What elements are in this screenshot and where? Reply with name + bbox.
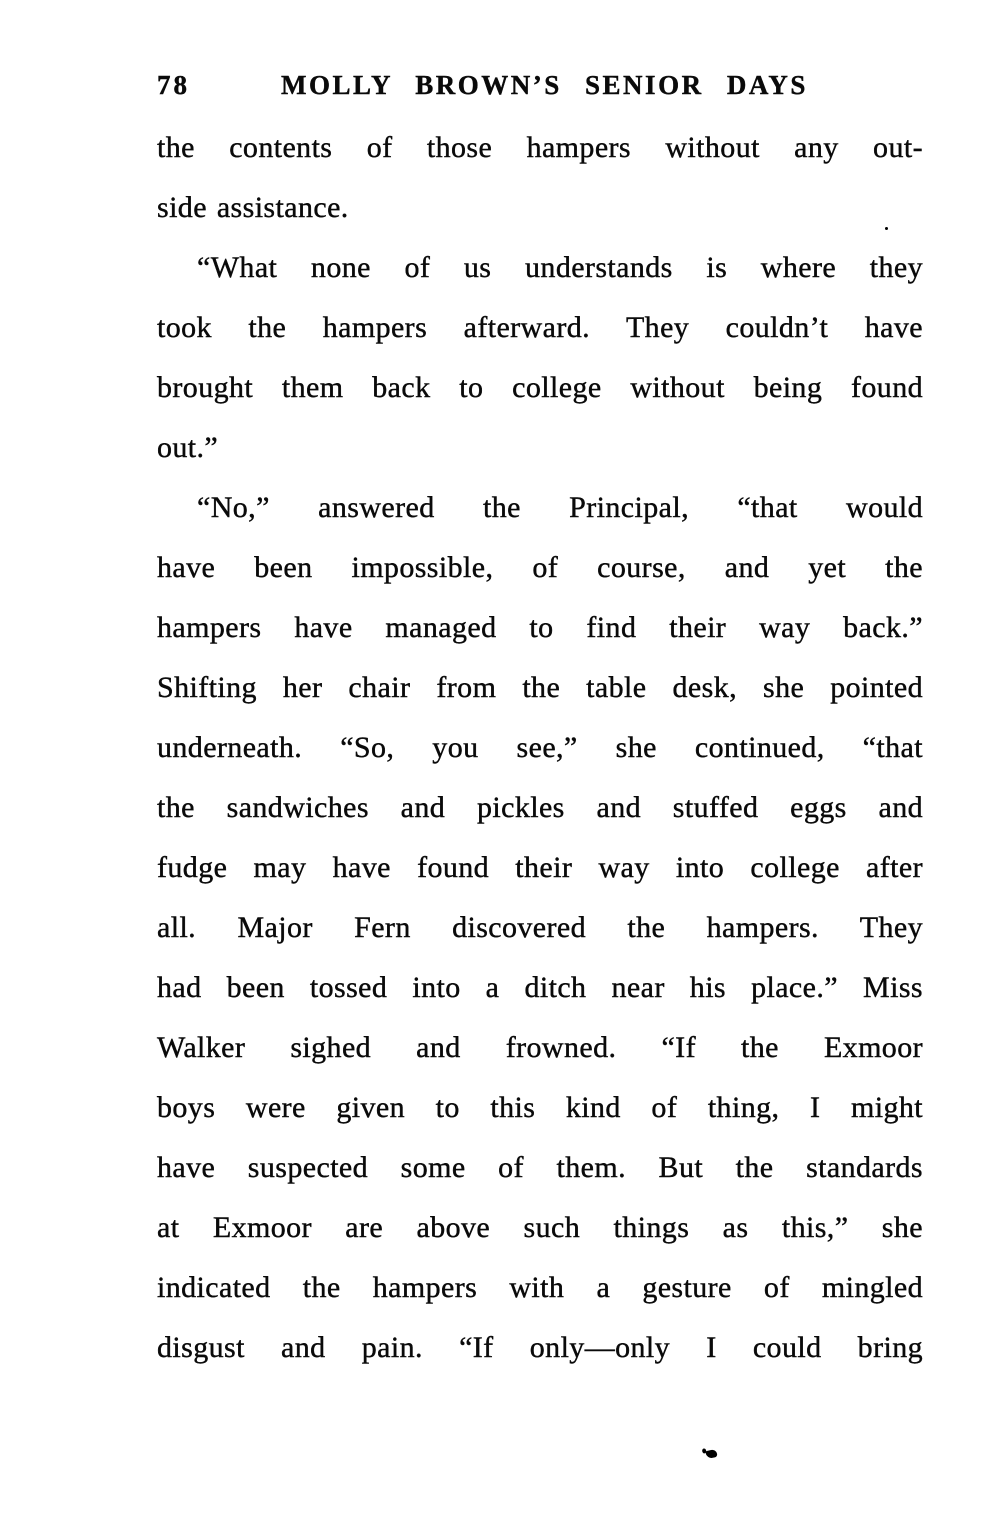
text-line: fudge may have found their way into college after [157, 851, 923, 884]
text-line: Shifting her chair from the table desk, she pointed [157, 671, 923, 704]
text-line: boys were given to this kind of thing, I might [157, 1091, 923, 1124]
text-line: disgust and pain. “If only—only I could bring [157, 1331, 923, 1364]
ink-dot [885, 227, 888, 230]
text-line: took the hampers afterward. They couldn’t have [157, 311, 923, 344]
text-line: have suspected some of them. But the standards [157, 1151, 923, 1184]
text-line: at Exmoor are above such things as this,” she [157, 1211, 923, 1244]
text-line: brought them back to college without being found [157, 371, 923, 404]
text-line: “No,” answered the Principal, “that would [197, 491, 923, 524]
page-number: 78 [157, 70, 190, 100]
text-line: “What none of us understands is where they [197, 251, 923, 284]
text-line: indicated the hampers with a gesture of mingled [157, 1271, 923, 1304]
text-line: the contents of those hampers without any out- [157, 131, 923, 164]
ink-speck [705, 1449, 717, 1459]
text-line: hampers have managed to find their way back.” [157, 611, 923, 644]
text-line: out.” [157, 431, 219, 464]
text-line: Walker sighed and frowned. “If the Exmoor [157, 1031, 923, 1064]
text-line: had been tossed into a ditch near his place.” Miss [157, 971, 923, 1004]
page-header [0, 70, 1000, 104]
text-line: have been impossible, of course, and yet the [157, 551, 923, 584]
text-line: all. Major Fern discovered the hampers. They [157, 911, 923, 944]
text-line: the sandwiches and pickles and stuffed eggs and [157, 791, 923, 824]
text-line: underneath. “So, you see,” she continued, “that [157, 731, 923, 764]
text-line: side assistance. [157, 191, 349, 224]
running-title: MOLLY BROWN’S SENIOR DAYS [281, 70, 808, 100]
page-body [157, 118, 923, 1378]
